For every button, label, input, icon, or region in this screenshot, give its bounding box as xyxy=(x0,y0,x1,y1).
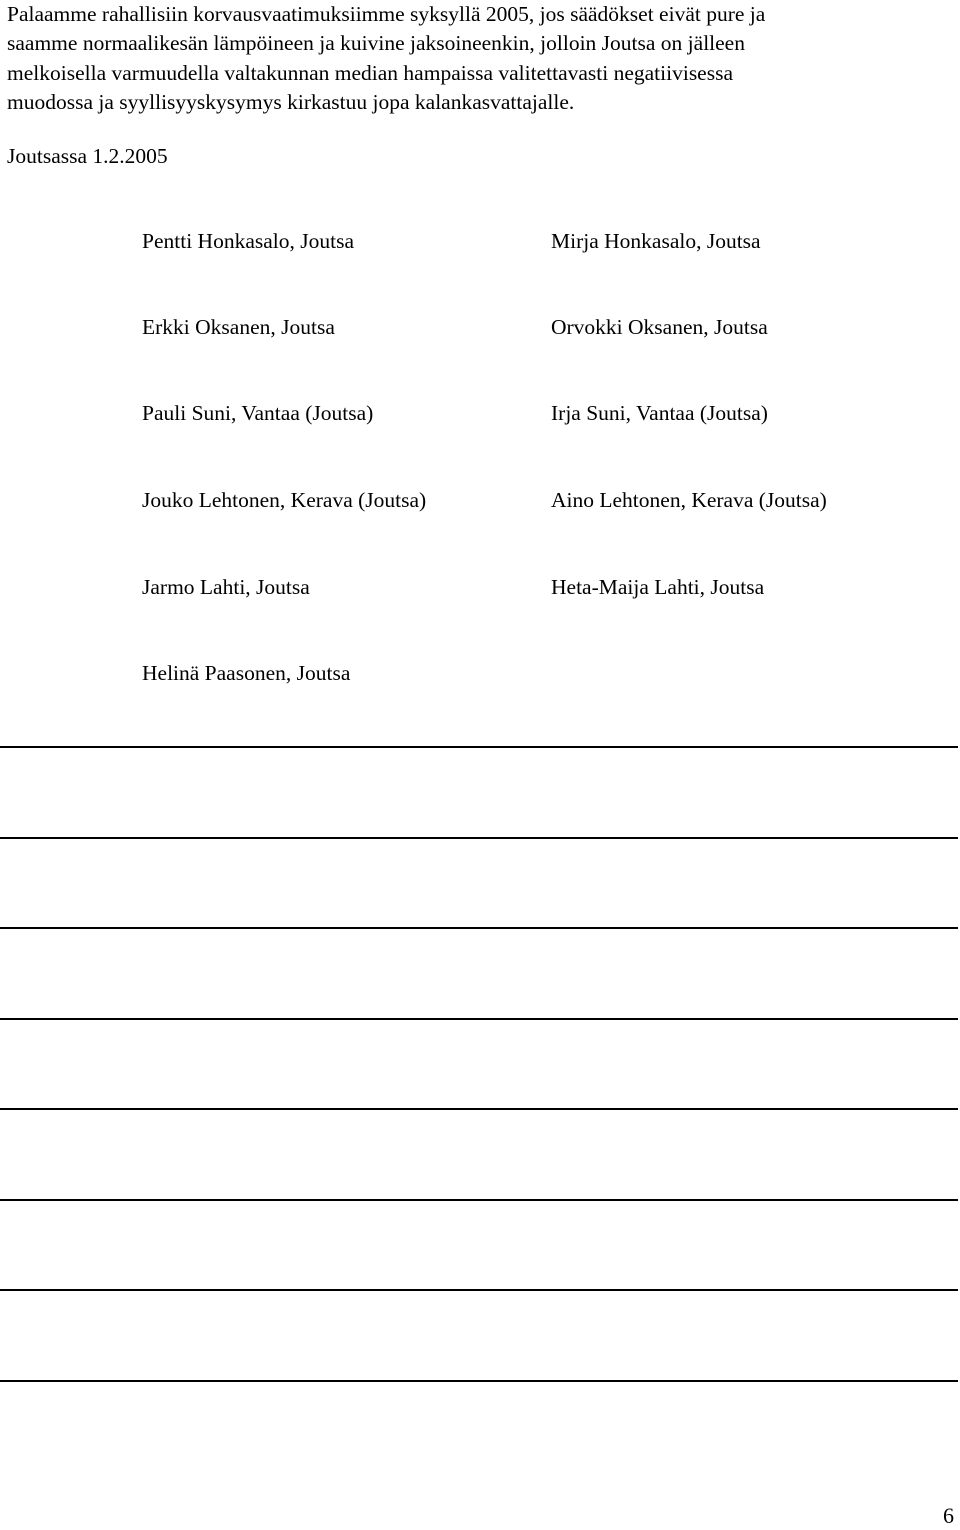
body-paragraph xyxy=(7,0,952,117)
signatory-left: Pauli Suni, Vantaa (Joutsa) xyxy=(142,401,374,425)
signature-line xyxy=(0,1108,958,1110)
paragraph-line: melkoisella varmuudella valtakunnan median hampaissa valitettavasti negatiivisessa xyxy=(7,60,734,85)
paragraph-line: muodossa ja syyllisyyskysymys kirkastuu jopa kalankasvattajalle. xyxy=(7,89,575,114)
signatory-left: Pentti Honkasalo, Joutsa xyxy=(142,229,354,253)
signatory-right: Heta-Maija Lahti, Joutsa xyxy=(551,575,765,599)
signatory-left: Jouko Lehtonen, Kerava (Joutsa) xyxy=(142,488,427,512)
signature-line xyxy=(0,927,958,929)
signatory-right: Irja Suni, Vantaa (Joutsa) xyxy=(551,401,768,425)
signature-line xyxy=(0,1380,958,1382)
signatory-right: Mirja Honkasalo, Joutsa xyxy=(551,229,761,253)
signatory-right: Aino Lehtonen, Kerava (Joutsa) xyxy=(551,488,827,512)
signature-line xyxy=(0,837,958,839)
signatory-left: Erkki Oksanen, Joutsa xyxy=(142,315,335,339)
place-and-date: Joutsassa 1.2.2005 xyxy=(7,144,168,168)
page-number: 6 xyxy=(943,1503,954,1528)
signatory-left: Helinä Paasonen, Joutsa xyxy=(142,661,351,685)
signature-line xyxy=(0,1199,958,1201)
signatory-right: Orvokki Oksanen, Joutsa xyxy=(551,315,768,339)
signature-line xyxy=(0,1289,958,1291)
paragraph-line: Palaamme rahallisiin korvausvaatimuksiimme syksyllä 2005, jos säädökset eivät pure ja xyxy=(7,2,766,26)
signature-line xyxy=(0,746,958,748)
signature-line xyxy=(0,1018,958,1020)
signatory-left: Jarmo Lahti, Joutsa xyxy=(142,575,310,599)
paragraph-line: saamme normaalikesän lämpöineen ja kuivine jaksoineenkin, jolloin Joutsa on jälleen xyxy=(7,31,745,56)
